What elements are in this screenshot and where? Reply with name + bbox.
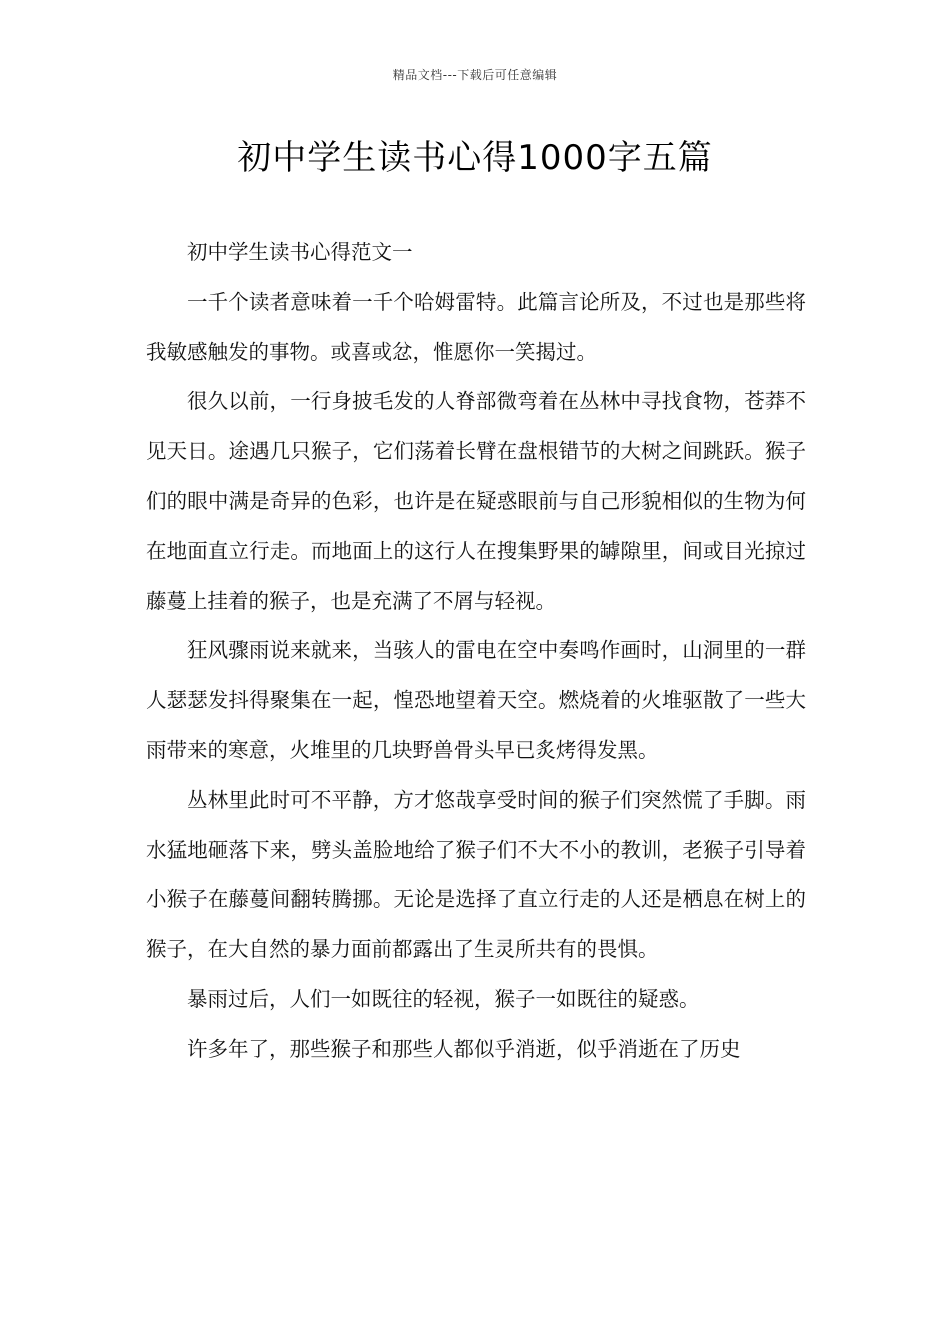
paragraph-section-heading: 初中学生读书心得范文一 (187, 240, 413, 264)
paragraph: 很久以前，一行身披毛发的人脊部微弯着在丛林中寻找食物，苍莽不见天日。途遇几只猴子，它们荡着长臂在盘根错节的大树之间跳跃。猴子们的眼中满是奇异的色彩，也许是在疑惑眼前与自己形貌相似的生物为何在地面直立行走。而地面上的这行人在搜集野果的罅隙里，间或目光掠过藤蔓上挂着的猴子，也是充满了不屑与轻视。 (146, 389, 806, 613)
document-body (146, 228, 806, 1075)
header-note: 精品文档---下载后可任意编辑 (392, 68, 558, 82)
paragraph: 一千个读者意味着一千个哈姆雷特。此篇言论所及，不过也是那些将我敏感触发的事物。或喜或忿，惟愿你一笑揭过。 (146, 289, 806, 364)
paragraph: 丛林里此时可不平静，方才悠哉享受时间的猴子们突然慌了手脚。雨水猛地砸落下来，劈头盖脸地给了猴子们不大不小的教训，老猴子引导着小猴子在藤蔓间翻转腾挪。无论是选择了直立行走的人还是栖息在树上的猴子，在大自然的暴力面前都露出了生灵所共有的畏惧。 (146, 787, 806, 962)
paragraph: 暴雨过后，人们一如既往的轻视，猴子一如既往的疑惑。 (187, 986, 700, 1011)
paragraph: 许多年了，那些猴子和那些人都似乎消逝，似乎消逝在了历史 (187, 1036, 741, 1061)
paragraph: 狂风骤雨说来就来，当骇人的雷电在空中奏鸣作画时，山洞里的一群人瑟瑟发抖得聚集在一起，惶恐地望着天空。燃烧着的火堆驱散了一些大雨带来的寒意，火堆里的几块野兽骨头早已炙烤得发黑。 (146, 638, 806, 762)
document-title: 初中学生读书心得1000字五篇 (237, 138, 713, 178)
